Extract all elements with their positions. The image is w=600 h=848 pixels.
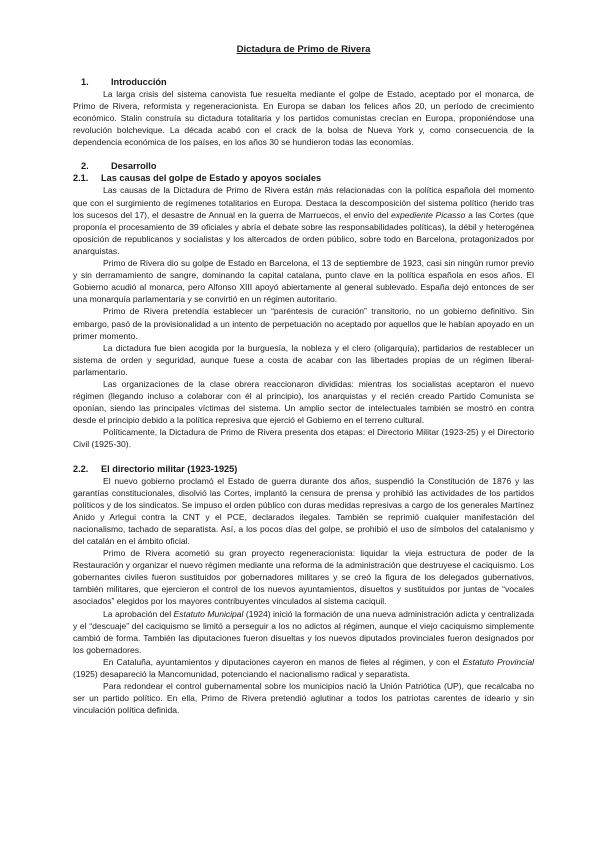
paragraph: Las organizaciones de la clase obrera reaccionaron divididas: mientras los socialistas aceptaron el nuevo régimen (llegando incluso a colaborar con él al principio), los anarquistas y el recién creado Partido Comunista se oponían, siendo las principales víctimas del sistema. Un amplio sector de intelectuales también se mostró en contra desde el principio debido a la política represiva que ejerció el Gobierno en el terreno cultural. bbox=[73, 378, 534, 426]
paragraph-text: En Cataluña, ayuntamientos y diputaciones cayeron en manos de fieles al régimen, y con el bbox=[103, 656, 463, 667]
paragraph-text: (1924) inició la formación de una nueva administración adicta y centralizada y el “descuaje” del caciquismo se limitó a perseguir a los no adictos al régimen, aunque el viejo caciquismo simplemente cambió de forma. También las diputaciones fueron disueltas y los nuevos diputados provinciales fueron designados por los gobernadores. bbox=[73, 608, 534, 655]
paragraph bbox=[73, 608, 534, 656]
paragraph: El nuevo gobierno proclamó el Estado de guerra durante dos años, suspendió la Constitución de 1876 y las garantías constitucionales, disolvió las Cortes, implantó la censura de prensa y prohibió las actividades de los partidos políticos y de los sindicatos. Se impuso el orden público con duras medidas represivas a cargo de los generales Martínez Anido y Arlegui contra la CNT y el PCE, declarados ilegales. También se reprimió cualquier manifestación del nacionalismo, tachado de separatista. Así, a los pocos días del golpe, se prohibió el uso de símbolos del catalanismo y del catalán en el ámbito oficial. bbox=[73, 475, 534, 546]
section-number: 2. bbox=[81, 161, 89, 172]
italic-term: Estatuto Municipal bbox=[173, 608, 244, 619]
section-heading-introduccion bbox=[73, 76, 534, 88]
section-number: 1. bbox=[81, 77, 89, 87]
subsection-heading-directorio-militar bbox=[73, 463, 534, 475]
subsection-title: El directorio militar (1923-1925) bbox=[101, 463, 238, 474]
italic-term: Estatuto Provincial bbox=[462, 656, 534, 667]
section-title: Introducción bbox=[111, 77, 167, 87]
paragraph: Primo de Rivera pretendía establecer un “paréntesis de curación” transitorio, no un gobierno definitivo. Sin embargo, pasó de la provisionalidad a un intento de perpetuación no aceptado por aquellos que le habían apoyado en un primer momento. bbox=[73, 306, 534, 341]
paragraph-text: (1925) desapareció la Mancomunidad, potenciando el nacionalismo radical y separatista. bbox=[73, 669, 410, 680]
paragraph: La dictadura fue bien acogida por la burguesía, la nobleza y el clero (oligarquía), partidarios de restablecer un sistema de orden y seguridad, aunque fuese a costa de acabar con las libertades propias de un régimen liberal-parlamentario. bbox=[73, 342, 534, 377]
paragraph-text: Las causas de la Dictadura de Primo de Rivera están más relacionadas con la política española del momento que con el surgimiento de regímenes totalitarios en Europa. Destaca la descomposición del sistema político (herido tras los sucesos del 17), el desastre de Annual en la guerra de Marruecos, el envío del bbox=[73, 185, 534, 220]
italic-term: expediente Picasso bbox=[391, 209, 466, 220]
section-title: Desarrollo bbox=[111, 161, 157, 172]
document-title: Dictadura de Primo de Rivera bbox=[236, 44, 371, 55]
subsection-number: 2.1. bbox=[73, 173, 89, 184]
paragraph-text: La aprobación del bbox=[103, 608, 174, 619]
paragraph: Para redondear el control gubernamental sobre los municipios nació la Unión Patriótica (UP), que recalcaba no ser un partido político. En ella, Primo de Rivera pretendió aglutinar a todos los patriotas carentes de ideario y sin vinculación política definida. bbox=[73, 681, 534, 716]
paragraph: Políticamente, la Dictadura de Primo de Rivera presenta dos etapas: el Directorio Militar (1923-25) y el Directorio Civil (1925-30). bbox=[73, 427, 534, 450]
subsection-heading-causas bbox=[73, 172, 534, 184]
subsection-number: 2.2. bbox=[73, 463, 89, 474]
paragraph bbox=[73, 184, 534, 257]
section-heading-desarrollo bbox=[73, 160, 534, 172]
paragraph: Primo de Rivera dio su golpe de Estado en Barcelona, el 13 de septiembre de 1923, casi sin ningún rumor previo y sin derramamiento de sangre, dominando la capital catalana, punto clave en la política española en esos años. El Gobierno acudió al monarca, pero Alfonso XIII apoyó abiertamente al general sublevado. España dejó entonces de ser una monarquía parlamentaria y se convirtió en un régimen autoritario. bbox=[73, 258, 534, 305]
paragraph: Primo de Rivera acometió su gran proyecto regeneracionista: liquidar la vieja estructura de poder de la Restauración y organizar el nuevo régimen mediante una reforma de la administración que destruyese el caciquismo. Los gobernantes civiles fueron sustituidos por gobernadores militares y se creó la figura de los delegados gubernativos, también militares, que ejercieron el control de los nuevos ayuntamientos, disueltos y sustituidos por juntas de “vocales asociados” elegidos por los mayores contribuyentes vinculados al sistema caciquil. bbox=[73, 548, 534, 607]
paragraph: La larga crisis del sistema canovista fue resuelta mediante el golpe de Estado, aceptado por el monarca, de Primo de Rivera, reformista y regeneracionista. En Europa se daban los felices años 20, un período de crecimiento económico. Stalin construía su dictadura totalitaria y los partidos comunistas crecían en Europa, proponiéndose una revolución bolchevique. La década acabó con el crack de la bolsa de Nueva York y, como consecuencia de la dependencia económica de los países, en los años 30 se hundieron todas las economías. bbox=[73, 89, 534, 148]
paragraph bbox=[73, 656, 534, 680]
subsection-title: Las causas del golpe de Estado y apoyos sociales bbox=[101, 173, 322, 184]
paragraph-text: a las Cortes (que proponía el procesamiento de 39 oficiales y abría el debate sobre las responsabilidades políticas), la débil y heterogénea oposición de republicanos y socialistas y los altercados de orden público, sobre todo en Barcelona, protagonizados por anarquistas. bbox=[73, 209, 534, 256]
